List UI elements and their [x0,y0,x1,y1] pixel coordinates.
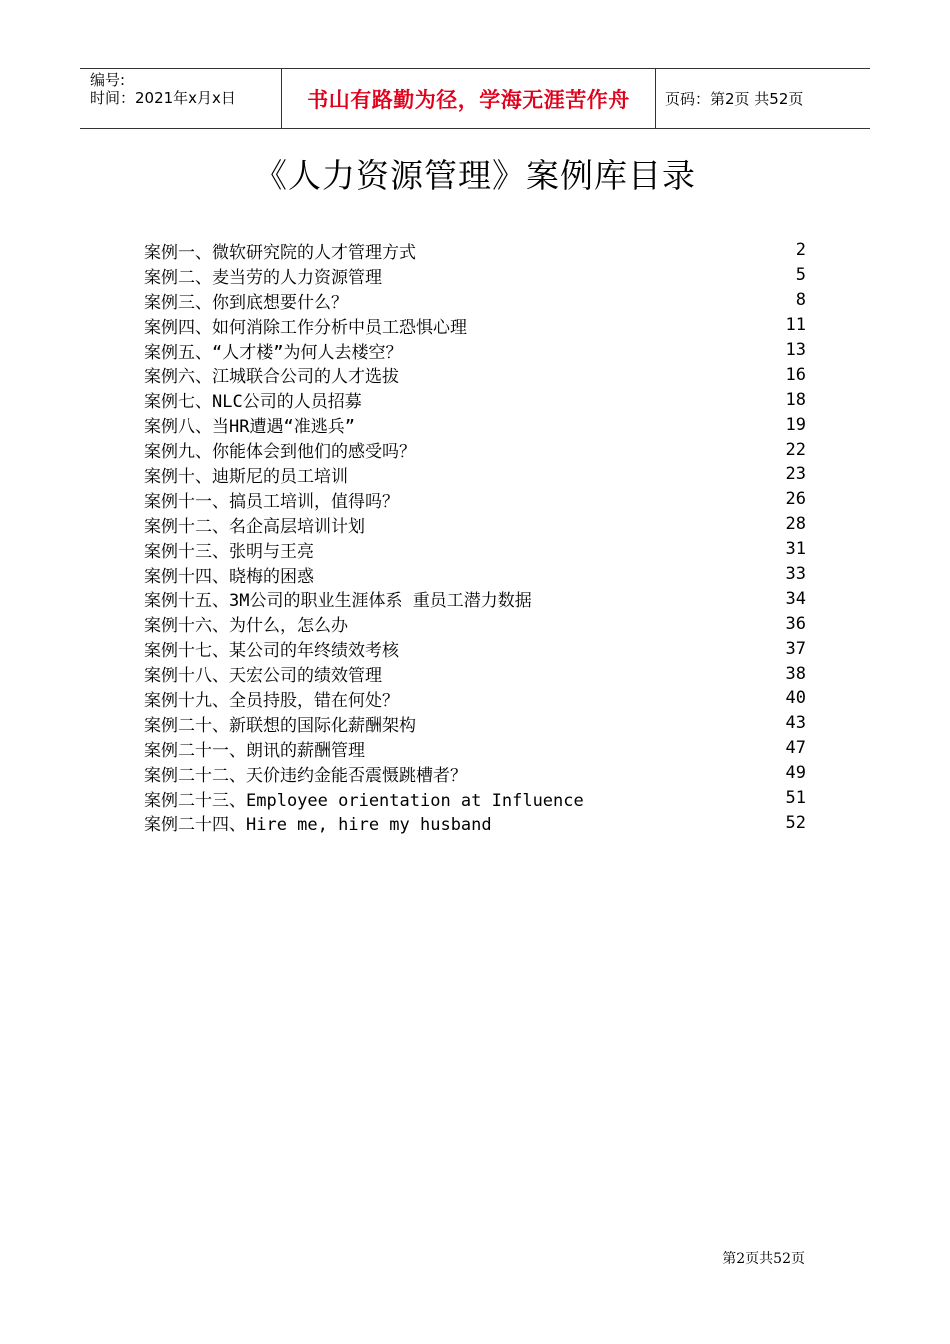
toc-entry[interactable] [144,736,806,761]
toc-entry-page-number: 38 [785,663,806,684]
toc-entry[interactable] [144,586,806,611]
header-motto: 书山有路勤为径，学海无涯苦作舟 [282,69,656,128]
toc-entry-page-number: 52 [785,812,806,833]
toc-entry-page-number: 26 [785,489,806,510]
document-header [80,68,870,129]
toc-entry[interactable] [144,537,806,562]
toc-entry-title: 案例十六、为什么，怎么办 [144,616,348,637]
toc-entry[interactable] [144,313,806,338]
toc-entry-page-number: 51 [785,788,806,809]
toc-entry-page-number: 23 [785,464,806,485]
toc-entry-page-number: 31 [785,539,806,560]
toc-entry[interactable] [144,487,806,512]
toc-entry-page-number: 8 [795,290,806,311]
toc-entry-title: 案例二十、新联想的国际化薪酬架构 [144,715,416,736]
toc-entry-page-number: 19 [785,414,806,435]
toc-entry-page-number: 2 [795,240,806,261]
toc-entry-page-number: 47 [785,738,806,759]
toc-entry-title: 案例十七、某公司的年终绩效考核 [144,641,399,662]
toc-entry-title: 案例六、江城联合公司的人才选拔 [144,367,399,388]
toc-entry-page-number: 33 [785,564,806,585]
toc-entry[interactable] [144,362,806,387]
toc-entry-page-number: 49 [785,763,806,784]
toc-entry-title: 案例十八、天宏公司的绩效管理 [144,666,382,687]
toc-entry-title: 案例二、麦当劳的人力资源管理 [144,267,382,288]
toc-entry[interactable] [144,786,806,811]
toc-entry-page-number: 34 [785,588,806,609]
toc-entry[interactable] [144,686,806,711]
toc-entry-title: 案例二十一、朗讯的薪酬管理 [144,740,365,761]
toc-entry[interactable] [144,263,806,288]
toc-entry[interactable] [144,636,806,661]
toc-entry-title: 案例四、如何消除工作分析中员工恐惧心理 [144,317,467,338]
page-title: 《人力资源管理》案例库目录 [254,156,696,195]
toc-entry[interactable] [144,711,806,736]
toc-entry-title: 案例十四、晓梅的困惑 [144,566,314,587]
toc-entry[interactable] [144,462,806,487]
toc-entry-title: 案例一、微软研究院的人才管理方式 [144,242,416,263]
toc-entry[interactable] [144,288,806,313]
toc-entry[interactable] [144,412,806,437]
toc-entry-title: 案例十、迪斯尼的员工培训 [144,466,348,487]
serial-number-label: 编号: [90,71,126,89]
toc-entry[interactable] [144,338,806,363]
toc-entry-title: 案例十一、搞员工培训，值得吗？ [144,491,399,512]
toc-entry-page-number: 28 [785,514,806,535]
toc-entry[interactable] [144,512,806,537]
toc-entry-page-number: 5 [795,265,806,286]
toc-entry-page-number: 16 [785,364,806,385]
header-page-info: 页码：第2页 共52页 [665,90,804,108]
toc-entry[interactable] [144,611,806,636]
toc-entry[interactable] [144,661,806,686]
toc-entry[interactable] [144,387,806,412]
toc-entry[interactable] [144,437,806,462]
toc-entry[interactable] [144,238,806,263]
toc-entry-title: 案例八、当HR遭遇“准逃兵” [144,417,355,438]
toc-entry-page-number: 43 [785,713,806,734]
toc-entry-title: 案例九、你能体会到他们的感受吗？ [144,442,416,463]
toc-entry-page-number: 13 [785,340,806,360]
header-meta [80,69,282,128]
toc-entry[interactable] [144,810,806,835]
toc-entry-title: 案例五、“人才楼”为何人去楼空？ [144,342,403,363]
toc-entry[interactable] [144,761,806,786]
toc-entry-page-number: 18 [785,389,806,410]
toc-entry-title: 案例十二、名企高层培训计划 [144,516,365,537]
toc-entry-title: 案例二十二、天价违约金能否震慑跳槽者？ [144,765,467,786]
toc-entry[interactable] [144,562,806,587]
toc-entry-title: 案例七、NLC公司的人员招募 [144,392,362,413]
toc-entry-title: 案例二十三、Employee orientation at Influence [144,790,584,811]
toc-entry-title: 案例十三、张明与王亮 [144,541,314,562]
toc-entry-page-number: 36 [785,613,806,634]
toc-entry-page-number: 11 [785,315,806,336]
page-footer: 第2页共52页 [722,1251,805,1267]
toc-entry-title: 案例十五、3M公司的职业生涯体系 重员工潜力数据 [144,591,532,612]
table-of-contents [144,238,806,835]
toc-entry-title: 案例十九、全员持股，错在何处？ [144,690,399,711]
toc-entry-page-number: 22 [785,439,806,460]
toc-entry-page-number: 37 [785,638,806,659]
toc-entry-title: 案例三、你到底想要什么？ [144,292,348,313]
toc-entry-page-number: 40 [785,688,806,709]
toc-entry-title: 案例二十四、Hire me, hire my husband [144,815,492,836]
date-label: 时间：2021年x月x日 [90,89,236,107]
